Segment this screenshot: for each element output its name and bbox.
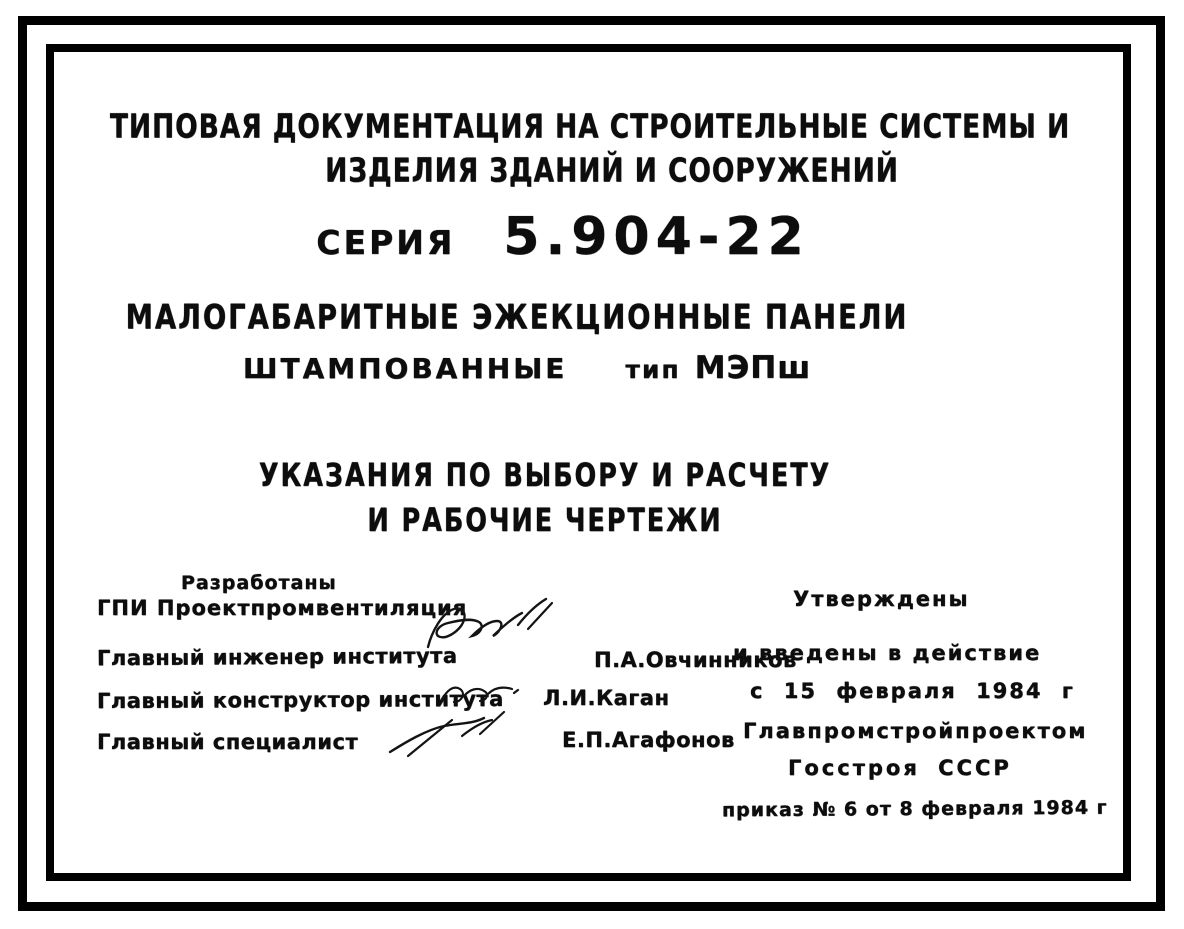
- series-number: 5.904-22: [503, 207, 810, 267]
- title-line-1: ТИПОВАЯ ДОКУМЕНТАЦИЯ НА СТРОИТЕЛЬНЫЕ СИСТЕМЫ И: [109, 108, 1071, 146]
- product-title-line-1: МАЛОГАБАРИТНЫЕ ЭЖЕКЦИОННЫЕ ПАНЕЛИ: [125, 297, 909, 338]
- type-value: МЭПш: [694, 350, 812, 386]
- signatory-role-chief-engineer: Главный инженер института: [96, 643, 458, 671]
- type-label: тип: [625, 355, 681, 384]
- signatory-name-ovchinnikov: П.А.Овчинников: [594, 648, 797, 672]
- approved-line-6: приказ № 6 от 8 февраля 1984 г: [721, 796, 1108, 822]
- signatory-name-agafonov: Е.П.Агафонов: [562, 728, 735, 752]
- doc-type-line-1: УКАЗАНИЯ ПО ВЫБОРУ И РАСЧЕТУ: [258, 458, 832, 495]
- product-title-line-2: [243, 350, 811, 386]
- approved-line-5: Госстроя СССР: [788, 756, 1012, 780]
- approved-line-2: и введены в действие: [733, 641, 1042, 665]
- signatory-role-chief-designer: Главный конструктор института: [96, 686, 504, 714]
- developed-heading: Разработаны: [181, 572, 337, 594]
- developer-organization: ГПИ Проектпромвентиляция: [97, 596, 468, 620]
- doc-type-line-2: И РАБОЧИЕ ЧЕРТЕЖИ: [367, 503, 723, 540]
- signature-ovchinnikov: [420, 595, 560, 659]
- series-label: СЕРИЯ: [316, 223, 456, 262]
- signature-agafonov: [382, 706, 510, 762]
- signature-kagan: [438, 679, 522, 709]
- signatory-name-kagan: Л.И.Каган: [543, 686, 670, 710]
- approved-line-3: с 15 февраля 1984 г: [750, 679, 1075, 703]
- series-line: [316, 207, 809, 267]
- approved-line-1: Утверждены: [793, 587, 970, 611]
- product-caps: ШТАМПОВАННЫЕ: [242, 352, 568, 385]
- approved-line-4: Главпромстройпроектом: [743, 719, 1088, 743]
- title-line-2: ИЗДЕЛИЯ ЗДАНИЙ И СООРУЖЕНИЙ: [325, 152, 899, 190]
- signatory-role-chief-specialist: Главный специалист: [97, 730, 359, 754]
